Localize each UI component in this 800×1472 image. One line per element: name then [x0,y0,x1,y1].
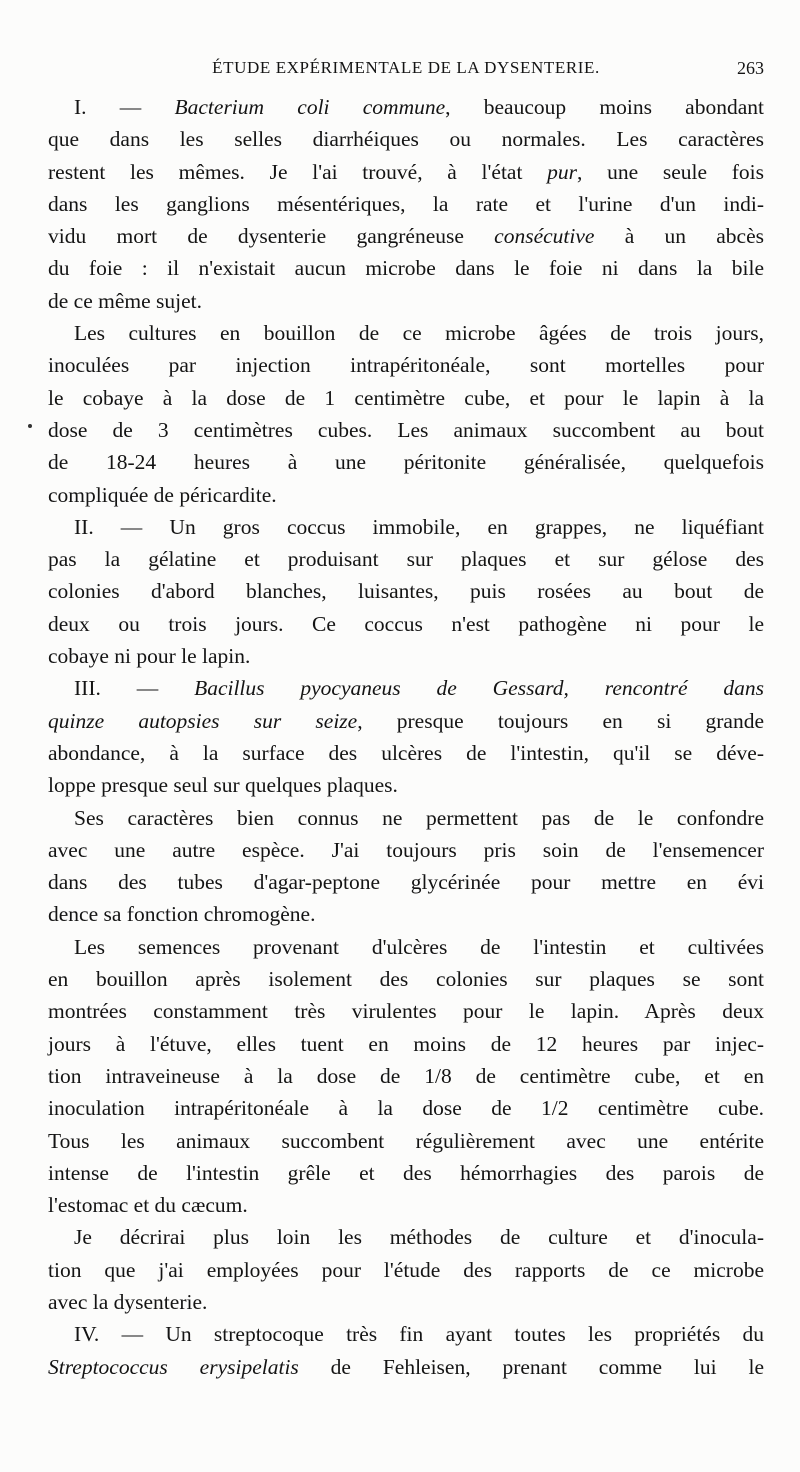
text-line [48,931,764,963]
line-text: de Fehleisen, prenant comme lui le [298,1354,764,1379]
line-text: dans des tubes d'agar-peptone glycérinée pour mettre en évi [48,870,764,895]
line-text: II. — Un gros coccus immobile, en grappes, ne liquéfiant [74,514,764,539]
text-line [48,737,764,769]
line-text: avec la dysenterie. [48,1289,208,1314]
text-line [48,1157,764,1189]
text-line [48,963,764,995]
text-line [48,1189,764,1221]
text-line [48,220,764,252]
line-text: Tous les animaux succombent régulièrement avec une entérite [48,1128,764,1153]
line-text: Les cultures en bouillon de ce microbe âgées de trois jours, [74,321,764,346]
text-line [48,543,764,575]
line-text: colonies d'abord blanches, luisantes, puis rosées au bout de [48,579,764,604]
line-text: montrées constamment très virulentes pour le lapin. Après deux [48,999,764,1024]
line-text: avec une autre espèce. J'ai toujours pris soin de l'ensemencer [48,837,764,862]
line-text: dans les ganglions mésentériques, la rate et l'urine d'un indi- [48,191,764,216]
text-line [48,349,764,381]
text-line [48,866,764,898]
text-line [48,1318,764,1350]
line-text: tion que j'ai employées pour l'étude des rapports de ce microbe [48,1257,764,1282]
italic-term: Bacterium coli commune [174,95,446,119]
text-line [48,995,764,1027]
text-line [48,414,764,446]
line-text: en bouillon après isolement des colonies sur plaques se sont [48,967,764,992]
text-line [48,317,764,349]
line-text: le cobaye à la dose de 1 centimètre cube, et pour le lapin à la [48,385,764,410]
text-line [48,1254,764,1286]
italic-term: pur [547,159,578,184]
text-line [48,1028,764,1060]
line-text: du foie : il n'existait aucun microbe dans le foie ni dans la bile [48,256,764,281]
text-line [48,252,764,284]
line-text: compliquée de péricardite. [48,482,277,507]
text-line [48,640,764,672]
line-text: cobaye ni pour le lapin. [48,644,251,669]
line-text: que dans les selles diarrhéiques ou normales. Les caractères [48,127,764,152]
text-line [48,511,764,543]
line-text: restent les mêmes. Je l'ai trouvé, à l'état [48,159,548,184]
italic-term: Bacillus pyocyaneus de Gessard, rencontré dans [194,676,764,701]
line-text: deux ou trois jours. Ce coccus n'est pathogène ni pour le [48,611,764,636]
text-line [48,1060,764,1092]
text-line [48,705,764,737]
line-text: Ses caractères bien connus ne permettent pas de le confondre [74,805,764,830]
italic-term: Streptococcus erysipelatis [48,1354,299,1379]
line-text: vidu mort de dysenterie gangréneuse [48,224,495,249]
text-line [48,188,764,220]
text-line [48,1286,764,1318]
body-text [48,91,764,1383]
text-line [48,769,764,801]
text-line [48,91,764,123]
line-text: , presque toujours en si grande [357,708,764,733]
text-line [48,672,764,704]
line-text: IV. — Un streptocoque très fin ayant toutes les propriétés du [74,1322,764,1347]
text-line [48,1092,764,1124]
page-number: 263 [737,58,764,78]
line-text: Je décrirai plus loin les méthodes de culture et d'inocula- [74,1225,764,1250]
line-text: , beaucoup moins abondant [445,95,764,119]
text-line [48,382,764,414]
text-line [48,156,764,188]
running-head [48,58,764,82]
line-text: Les semences provenant d'ulcères de l'intestin et cultivées [74,934,764,959]
text-line [48,802,764,834]
line-text: pas la gélatine et produisant sur plaques et sur gélose des [48,547,764,572]
line-text: l'estomac et du cæcum. [48,1193,248,1218]
line-text: inoculation intrapéritonéale à la dose de 1/2 centimètre cube. [48,1096,764,1121]
line-text: tion intraveineuse à la dose de 1/8 de centimètre cube, et en [48,1063,764,1088]
line-text: à un abcès [594,224,764,249]
line-text: jours à l'étuve, elles tuent en moins de 12 heures par injec- [48,1031,764,1056]
line-text: dence sa fonction chromogène. [48,902,316,927]
text-line [48,575,764,607]
text-line [48,1221,764,1253]
running-title: ÉTUDE EXPÉRIMENTALE DE LA DYSENTERIE. [212,58,600,77]
margin-mark [28,424,32,428]
italic-term: consécutive [494,224,595,249]
line-text: , une seule fois [577,159,765,184]
line-text: inoculées par injection intrapéritonéale, sont mortelles pour [48,353,764,378]
text-line [48,1125,764,1157]
text-line [48,834,764,866]
line-text: III. — [74,676,195,701]
line-text: intense de l'intestin grêle et des hémorrhagies des parois de [48,1160,764,1185]
line-text: de ce même sujet. [48,288,203,313]
text-line [48,1351,764,1383]
italic-term: quinze autopsies sur seize [48,708,358,733]
line-text: abondance, à la surface des ulcères de l'intestin, qu'il se déve- [48,740,764,765]
text-line [48,898,764,930]
text-line [48,479,764,511]
line-text: dose de 3 centimètres cubes. Les animaux succombent au bout [48,417,764,442]
line-label: I. — [74,95,175,119]
line-text: de 18-24 heures à une péritonite généralisée, quelquefois [48,450,764,475]
text-line [48,446,764,478]
text-line [48,608,764,640]
line-text: loppe presque seul sur quelques plaques. [48,773,398,798]
text-line [48,285,764,317]
text-line [48,123,764,155]
